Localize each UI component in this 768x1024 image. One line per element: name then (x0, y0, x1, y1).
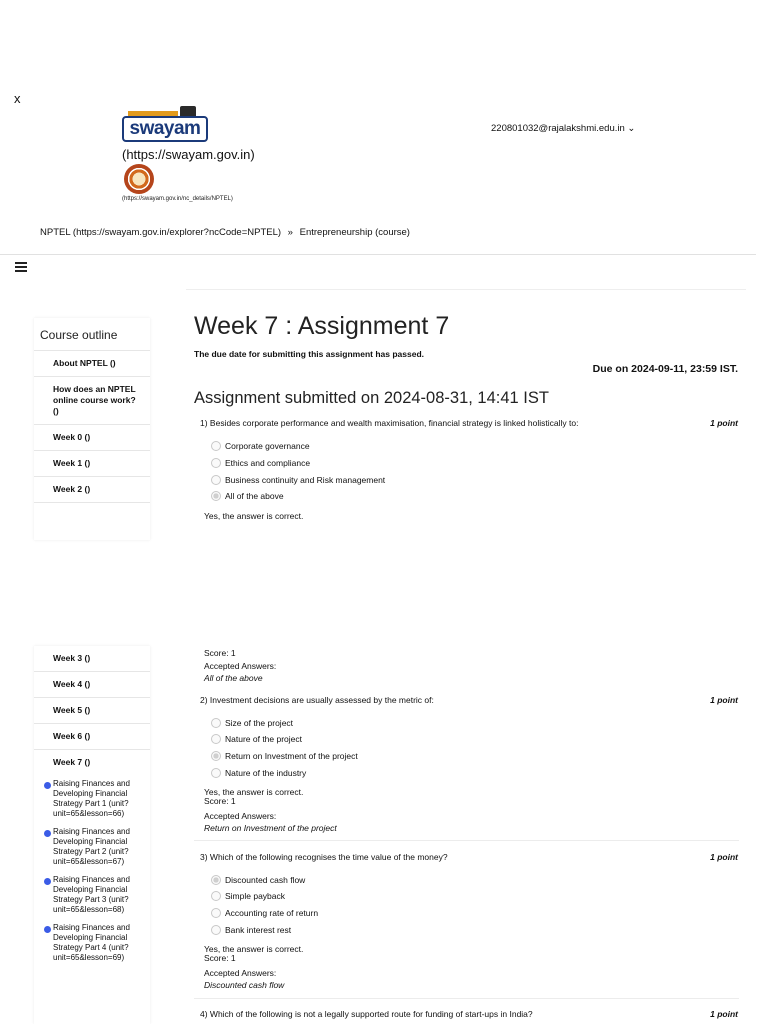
option-label: Return on Investment of the project (225, 751, 358, 761)
lesson-label: Raising Finances and Developing Financial Strategy Part 3 (unit?unit=65&lesson=68) (53, 875, 130, 914)
accepted-answers-label: Accepted Answers: (204, 968, 277, 978)
radio-button[interactable] (211, 441, 221, 451)
radio-button[interactable] (211, 768, 221, 778)
completed-dot-icon (44, 926, 51, 933)
question-text: 2) Investment decisions are usually assessed by the metric of: (200, 695, 434, 705)
answer-option[interactable] (211, 768, 306, 778)
question-points: 1 point (710, 695, 738, 705)
breadcrumb (40, 227, 414, 238)
radio-button-selected[interactable] (211, 751, 221, 761)
sidebar-lesson[interactable] (34, 871, 150, 919)
answer-feedback: Yes, the answer is correct. (204, 787, 304, 797)
sidebar-item-week-1[interactable]: Week 1 () (34, 451, 150, 477)
sidebar-item-about-nptel[interactable]: About NPTEL () (34, 351, 150, 377)
option-label: Ethics and compliance (225, 458, 311, 468)
close-button[interactable]: x (14, 91, 21, 106)
sidebar-item-how-it-works[interactable]: How does an NPTEL online course work? () (34, 377, 150, 425)
question-points: 1 point (710, 1009, 738, 1019)
submission-status: Assignment submitted on 2024-08-31, 14:41 IST (194, 389, 549, 407)
radio-button-selected[interactable] (211, 491, 221, 501)
accepted-answer: All of the above (204, 673, 263, 683)
radio-button[interactable] (211, 925, 221, 935)
sidebar-item-week-4[interactable]: Week 4 () (34, 672, 150, 698)
radio-button-selected[interactable] (211, 875, 221, 885)
swayam-link[interactable]: (https://swayam.gov.in) (122, 147, 255, 162)
option-label: Discounted cash flow (225, 875, 306, 885)
sidebar-item-week-6[interactable]: Week 6 () (34, 724, 150, 750)
sidebar-title: Course outline (34, 318, 150, 351)
chevron-down-icon: ⌄ (627, 123, 636, 134)
completed-dot-icon (44, 878, 51, 885)
sidebar-lesson[interactable] (34, 919, 150, 967)
answer-score: Score: 1 (204, 953, 236, 963)
sidebar-lesson[interactable] (34, 775, 150, 823)
breadcrumb-course[interactable]: Entrepreneurship (course) (299, 227, 410, 238)
option-label: All of the above (225, 491, 284, 501)
completed-dot-icon (44, 782, 51, 789)
question-divider (194, 840, 739, 841)
radio-button[interactable] (211, 734, 221, 744)
sidebar-item-week-0[interactable]: Week 0 () (34, 425, 150, 451)
question-points: 1 point (710, 852, 738, 862)
answer-option[interactable] (211, 475, 385, 485)
accepted-answers-label: Accepted Answers: (204, 811, 277, 821)
answer-option[interactable] (211, 458, 310, 468)
radio-button[interactable] (211, 475, 221, 485)
option-label: Simple payback (225, 891, 286, 901)
answer-option-selected[interactable] (211, 875, 305, 885)
answer-feedback: Yes, the answer is correct. (204, 944, 304, 954)
menu-icon[interactable] (15, 262, 27, 272)
due-date: Due on 2024-09-11, 23:59 IST. (592, 363, 738, 375)
answer-option[interactable] (211, 718, 293, 728)
sidebar-item-week-3[interactable]: Week 3 () (34, 646, 150, 672)
radio-button[interactable] (211, 458, 221, 468)
option-label: Accounting rate of return (225, 908, 319, 918)
answer-option[interactable] (211, 891, 285, 901)
answer-option-selected[interactable] (211, 751, 358, 761)
nptel-logo-icon[interactable] (124, 164, 154, 194)
accepted-answers-label: Accepted Answers: (204, 661, 277, 671)
answer-feedback: Yes, the answer is correct. (204, 511, 304, 521)
option-label: Corporate governance (225, 441, 310, 451)
completed-dot-icon (44, 830, 51, 837)
lesson-label: Raising Finances and Developing Financial Strategy Part 2 (unit?unit=65&lesson=67) (53, 827, 130, 866)
lesson-label: Raising Finances and Developing Financial Strategy Part 1 (unit?unit=65&lesson=66) (53, 779, 130, 818)
question-points: 1 point (710, 418, 738, 428)
swayam-logo[interactable] (122, 110, 214, 146)
option-label: Business continuity and Risk management (225, 475, 386, 485)
nptel-link[interactable]: (https://swayam.gov.in/nc_details/NPTEL) (122, 196, 233, 202)
sidebar-item-week-7[interactable]: Week 7 () (53, 757, 91, 767)
swayam-logo-text: swayam (122, 116, 208, 142)
sidebar-item-week-2[interactable]: Week 2 () (34, 477, 150, 503)
lesson-label: Raising Finances and Developing Financial Strategy Part 4 (unit?unit=65&lesson=69) (53, 923, 130, 962)
option-label: Size of the project (225, 718, 294, 728)
answer-score: Score: 1 (204, 796, 236, 806)
option-label: Nature of the industry (225, 768, 307, 778)
option-label: Nature of the project (225, 734, 303, 744)
radio-button[interactable] (211, 718, 221, 728)
answer-option[interactable] (211, 908, 318, 918)
sidebar-item-week-5[interactable]: Week 5 () (34, 698, 150, 724)
breadcrumb-nptel[interactable]: NPTEL (https://swayam.gov.in/explorer?ncCode=NPTEL) (40, 227, 282, 238)
user-menu[interactable] (491, 123, 635, 134)
answer-option[interactable] (211, 734, 302, 744)
course-outline-sidebar-continued (34, 646, 150, 1024)
header-divider (0, 254, 756, 255)
accepted-answer: Discounted cash flow (204, 980, 285, 990)
answer-option[interactable] (211, 441, 310, 451)
answer-option[interactable] (211, 925, 291, 935)
breadcrumb-separator: » (287, 227, 293, 238)
due-passed-notice: The due date for submitting this assignment has passed. (194, 349, 425, 359)
course-outline-sidebar (34, 318, 150, 540)
assignment-panel (186, 289, 746, 540)
answer-option-selected[interactable] (211, 491, 284, 501)
radio-button[interactable] (211, 891, 221, 901)
question-divider (194, 998, 739, 999)
radio-button[interactable] (211, 908, 221, 918)
question-text: 3) Which of the following recognises the time value of the money? (200, 852, 448, 862)
option-label: Bank interest rest (225, 925, 292, 935)
user-email: 220801032@rajalakshmi.edu.in (491, 123, 625, 134)
accepted-answer: Return on Investment of the project (204, 823, 337, 833)
question-text: 4) Which of the following is not a legally supported route for funding of start-ups in India? (200, 1009, 533, 1019)
question-text: 1) Besides corporate performance and wealth maximisation, financial strategy is linked holistically to: (200, 418, 579, 428)
answer-score: Score: 1 (204, 648, 236, 658)
sidebar-lesson[interactable] (34, 823, 150, 871)
assignment-panel-continued (186, 646, 746, 1024)
page-title: Week 7 : Assignment 7 (194, 312, 450, 340)
